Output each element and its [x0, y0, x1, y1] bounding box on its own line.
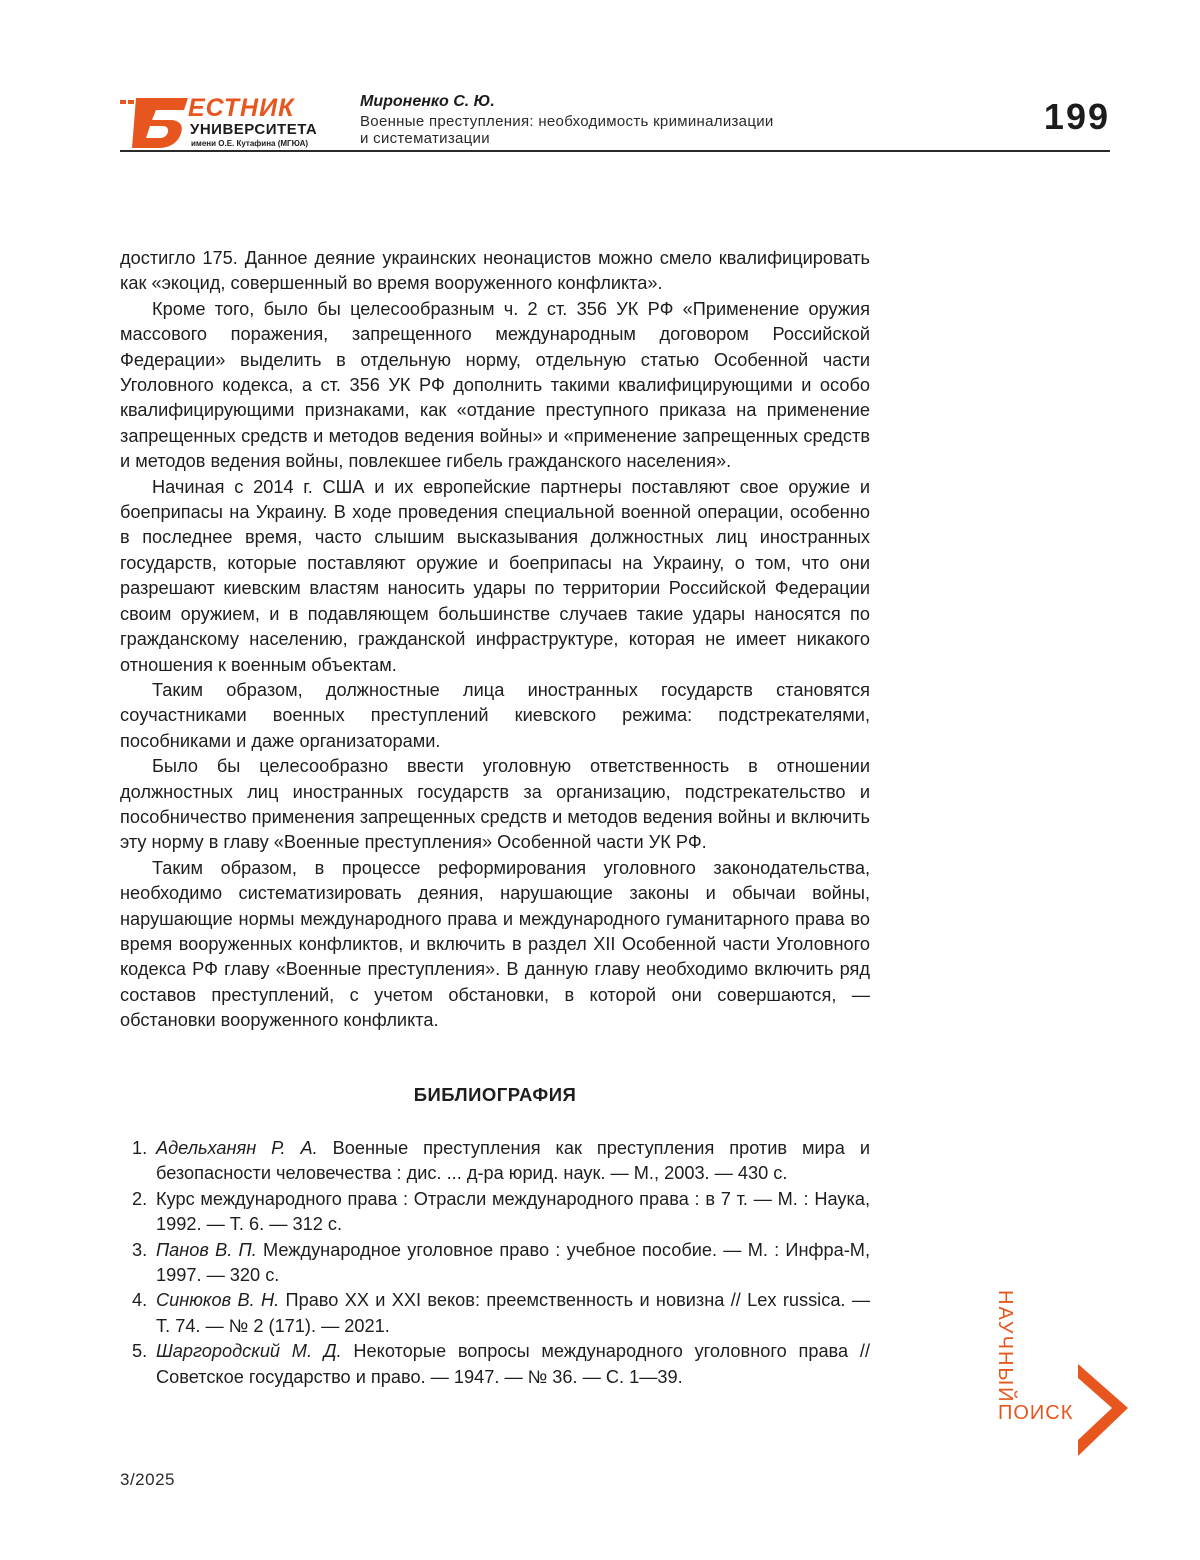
issue-number: 3/2025 [120, 1470, 175, 1490]
bibliography-item [120, 1136, 870, 1187]
bibliography-item [120, 1339, 870, 1390]
bibliography-item [120, 1288, 870, 1339]
item-text: Право XX и XXI веков: преемственность и новизна // Lex russica. — Т. 74. — № 2 (171). — 2021. [156, 1290, 870, 1335]
bibliography-item [120, 1187, 870, 1238]
logo-subtitle: УНИВЕРСИТЕТА [190, 121, 317, 138]
badge-vertical-text: НАУЧНЫЙ [993, 1290, 1016, 1403]
paragraph: Было бы целесообразно ввести уголовную ответственность в отношении должностных лиц иностранных государств за организацию, подстрекательство и пособничество применения запрещенных средств и методов ведения войны и включить эту норму в главу «Военные преступления» Особенной части УК РФ. [120, 754, 870, 856]
item-text: Военные преступления как преступления против мира и безопасности человечества : дис. ... д-ра юрид. наук. — М., 2003. — 430 с. [156, 1138, 870, 1183]
item-text: Курс международного права : Отрасли международного права : в 7 т. — М. : Наука, 1992. — Т. 6. — 312 с. [156, 1189, 870, 1234]
section-badge [990, 1290, 1140, 1470]
paragraph: достигло 175. Данное деяние украинских неонацистов можно смело квалифицировать как «экоцид, совершенный во время вооруженного конфликта». [120, 246, 870, 297]
item-author: Панов В. П. [156, 1240, 257, 1260]
item-number: 2. [132, 1187, 147, 1212]
item-number: 4. [132, 1288, 147, 1313]
item-number: 3. [132, 1238, 147, 1263]
logo-caption: имени О.Е. Кутафина (МГЮА) [191, 139, 308, 148]
paragraph: Начиная с 2014 г. США и их европейские партнеры поставляют свое оружие и боеприпасы на Украину. В ходе проведения специальной военной операции, особенно в последнее время, часто слышим высказывания должностных лиц иностранных государств, которые поставляют оружие и боеприпасы на Украину, о том, что они разрешают киевским властям наносить удары по территории Российской Федерации своим оружием, и в подавляющем большинстве случаев такие удары наносятся по гражданскому населению, гражданской инфраструктуре, которая не имеет никакого отношения к военным объектам. [120, 475, 870, 678]
bibliography-heading: БИБЛИОГРАФИЯ [120, 1084, 870, 1106]
journal-logo [118, 94, 338, 150]
badge-word: ПОИСК [998, 1402, 1073, 1425]
item-number: 5. [132, 1339, 147, 1364]
header-article-title: Военные преступления: необходимость криминализации и систематизации [360, 113, 780, 147]
paragraph: Таким образом, должностные лица иностранных государств становятся соучастниками военных преступлений киевского режима: подстрекателями, пособниками и даже организаторами. [120, 678, 870, 754]
paragraph: Кроме того, было бы целесообразным ч. 2 ст. 356 УК РФ «Применение оружия массового поражения, запрещенного международным договором Российской Федерации» выделить в отдельную норму, отдельную статью Особенной части Уголовного кодекса, а ст. 356 УК РФ дополнить такими квалифицирующими и особо квалифицирующими признаками, как «отдание преступного приказа на применение запрещенных средств и методов ведения войны» и «применение запрещенных средств и методов ведения войны, повлекшее гибель гражданского населения». [120, 297, 870, 475]
item-text: Некоторые вопросы международного уголовного права // Советское государство и право. — 1947. — № 36. — С. 1—39. [156, 1341, 870, 1386]
logo-title: ЕСТНИК [188, 94, 294, 123]
item-number: 1. [132, 1136, 147, 1161]
item-text: Международное уголовное право : учебное пособие. — М. : Инфра-М, 1997. — 320 с. [156, 1240, 870, 1285]
logo-v-mark-icon [118, 94, 198, 152]
page-number: 199 [1044, 96, 1110, 138]
bibliography-list [120, 1136, 870, 1390]
article-body [120, 246, 870, 1034]
item-author: Шаргородский М. Д. [156, 1341, 342, 1361]
header-divider [120, 150, 1110, 152]
paragraph: Таким образом, в процессе реформирования уголовного законодательства, необходимо систематизировать деяния, нарушающие законы и обычаи войны, нарушающие нормы международного права и международного гуманитарного права во время вооруженных конфликтов, и включить в раздел XII Особенной части Уголовного кодекса РФ главу «Военные преступления». В данную главу необходимо включить ряд составов преступлений, с учетом обстановки, в которой они совершаются, — обстановки вооруженного конфликта. [120, 856, 870, 1034]
item-author: Синюков В. Н. [156, 1290, 279, 1310]
header-author: Мироненко С. Ю. [360, 93, 495, 111]
item-author: Адельханян Р. А. [156, 1138, 318, 1158]
running-header [118, 92, 1110, 152]
bibliography-item [120, 1238, 870, 1289]
